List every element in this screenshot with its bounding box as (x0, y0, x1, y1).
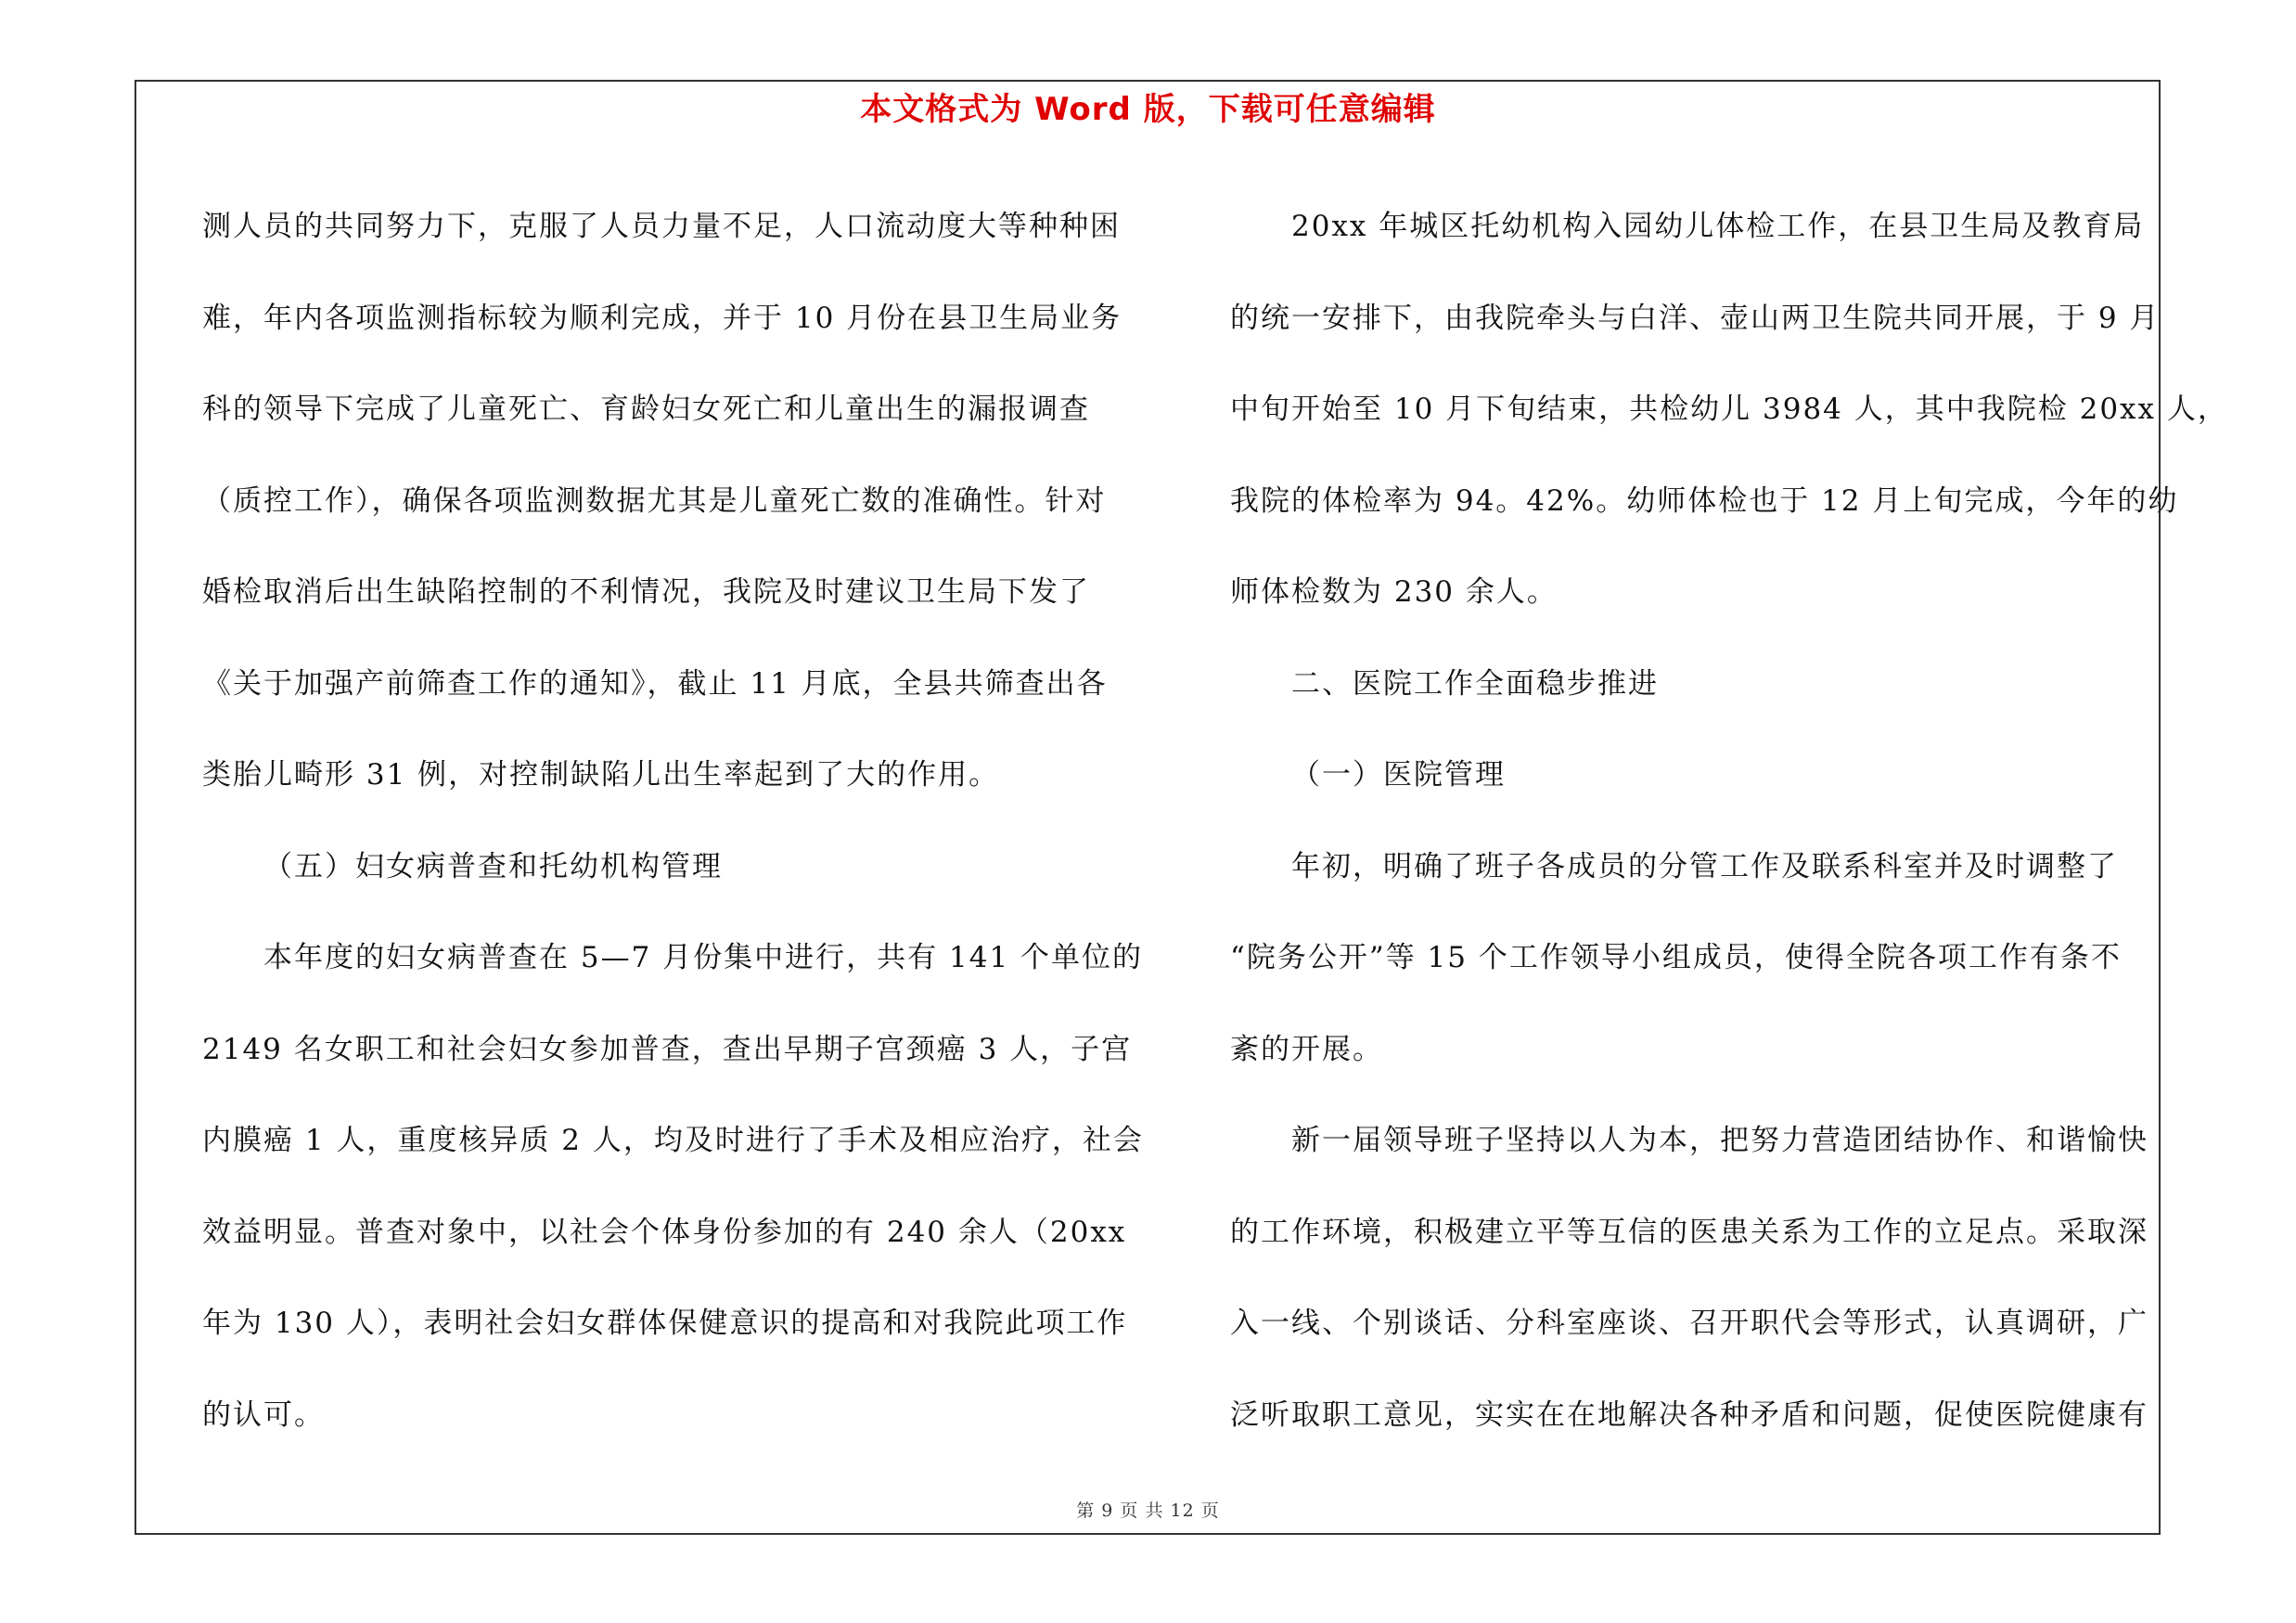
text-line: 师体检数为 230 余人。 (1230, 575, 1558, 609)
text-line: 泛听取职工意见，实实在在地解决各种矛盾和问题，促使医院健康有 (1230, 1398, 2148, 1432)
format-banner: 本文格式为 Word 版，下载可任意编辑 (860, 91, 1436, 128)
text-line: 测人员的共同努力下，克服了人员力量不足，人口流动度大等种种困 (202, 210, 1121, 243)
text-line: 新一届领导班子坚持以人为本，把努力营造团结协作、和谐愉快 (1291, 1124, 2148, 1157)
text-line: 效益明显。普查对象中，以社会个体身份参加的有 240 余人（20xx (202, 1215, 1127, 1249)
text-line: “院务公开”等 15 个工作领导小组成员，使得全院各项工作有条不 (1230, 941, 2122, 974)
text-line: 婚检取消后出生缺陷控制的不利情况，我院及时建议卫生局下发了 (202, 575, 1090, 609)
text-line: 本年度的妇女病普查在 5—7 月份集中进行，共有 141 个单位的 (263, 941, 1144, 974)
right-text-column (1230, 181, 2228, 1461)
text-line: 我院的体检率为 94。42%。幼师体检也于 12 月上旬完成，今年的幼 (1230, 483, 2179, 518)
text-line: 年初，明确了班子各成员的分管工作及联系科室并及时调整了 (1291, 849, 2118, 883)
text-line: 内膜癌 1 人，重度核异质 2 人，均及时进行了手术及相应治疗，社会 (202, 1124, 1144, 1157)
text-line: 20xx 年城区托幼机构入园幼儿体检工作，在县卫生局及教育局 (1291, 210, 2145, 243)
text-line: 难，年内各项监测指标较为顺利完成，并于 10 月份在县卫生局业务 (202, 301, 1122, 335)
text-line: 科的领导下完成了儿童死亡、育龄妇女死亡和儿童出生的漏报调查 (202, 393, 1090, 426)
text-line: 《关于加强产前筛查工作的通知》，截止 11 月底，全县共筛查出各 (202, 666, 1108, 701)
text-line: 年为 130 人），表明社会妇女群体保健意识的提高和对我院此项工作 (202, 1307, 1128, 1340)
text-line: （一）医院管理 (1291, 758, 1506, 792)
text-line: （质控工作），确保各项监测数据尤其是儿童死亡数的准确性。针对 (202, 483, 1107, 518)
left-text-column (202, 181, 1144, 1461)
text-line: 的认可。 (202, 1398, 325, 1432)
text-line: 入一线、个别谈话、分科室座谈、召开职代会等形式，认真调研，广 (1230, 1307, 2148, 1340)
text-line: 类胎儿畸形 31 例，对控制缺陷儿出生率起到了大的作用。 (202, 758, 1000, 792)
text-line: 中旬开始至 10 月下旬结束，共检幼儿 3984 人，其中我院检 20xx 人， (1230, 393, 2228, 426)
page-number-footer: 第 9 页 共 12 页 (1076, 1501, 1220, 1521)
text-line: 的工作环境，积极建立平等互信的医患关系为工作的立足点。采取深 (1230, 1215, 2148, 1249)
text-line: 紊的开展。 (1230, 1032, 1383, 1066)
text-line: 的统一安排下，由我院牵头与白洋、壶山两卫生院共同开展，于 9 月 (1230, 301, 2161, 335)
text-line: 2149 名女职工和社会妇女参加普查，查出早期子宫颈癌 3 人，子宫 (202, 1032, 1133, 1066)
text-line: （五）妇女病普查和托幼机构管理 (263, 849, 723, 883)
text-line: 二、医院工作全面稳步推进 (1291, 666, 1659, 701)
